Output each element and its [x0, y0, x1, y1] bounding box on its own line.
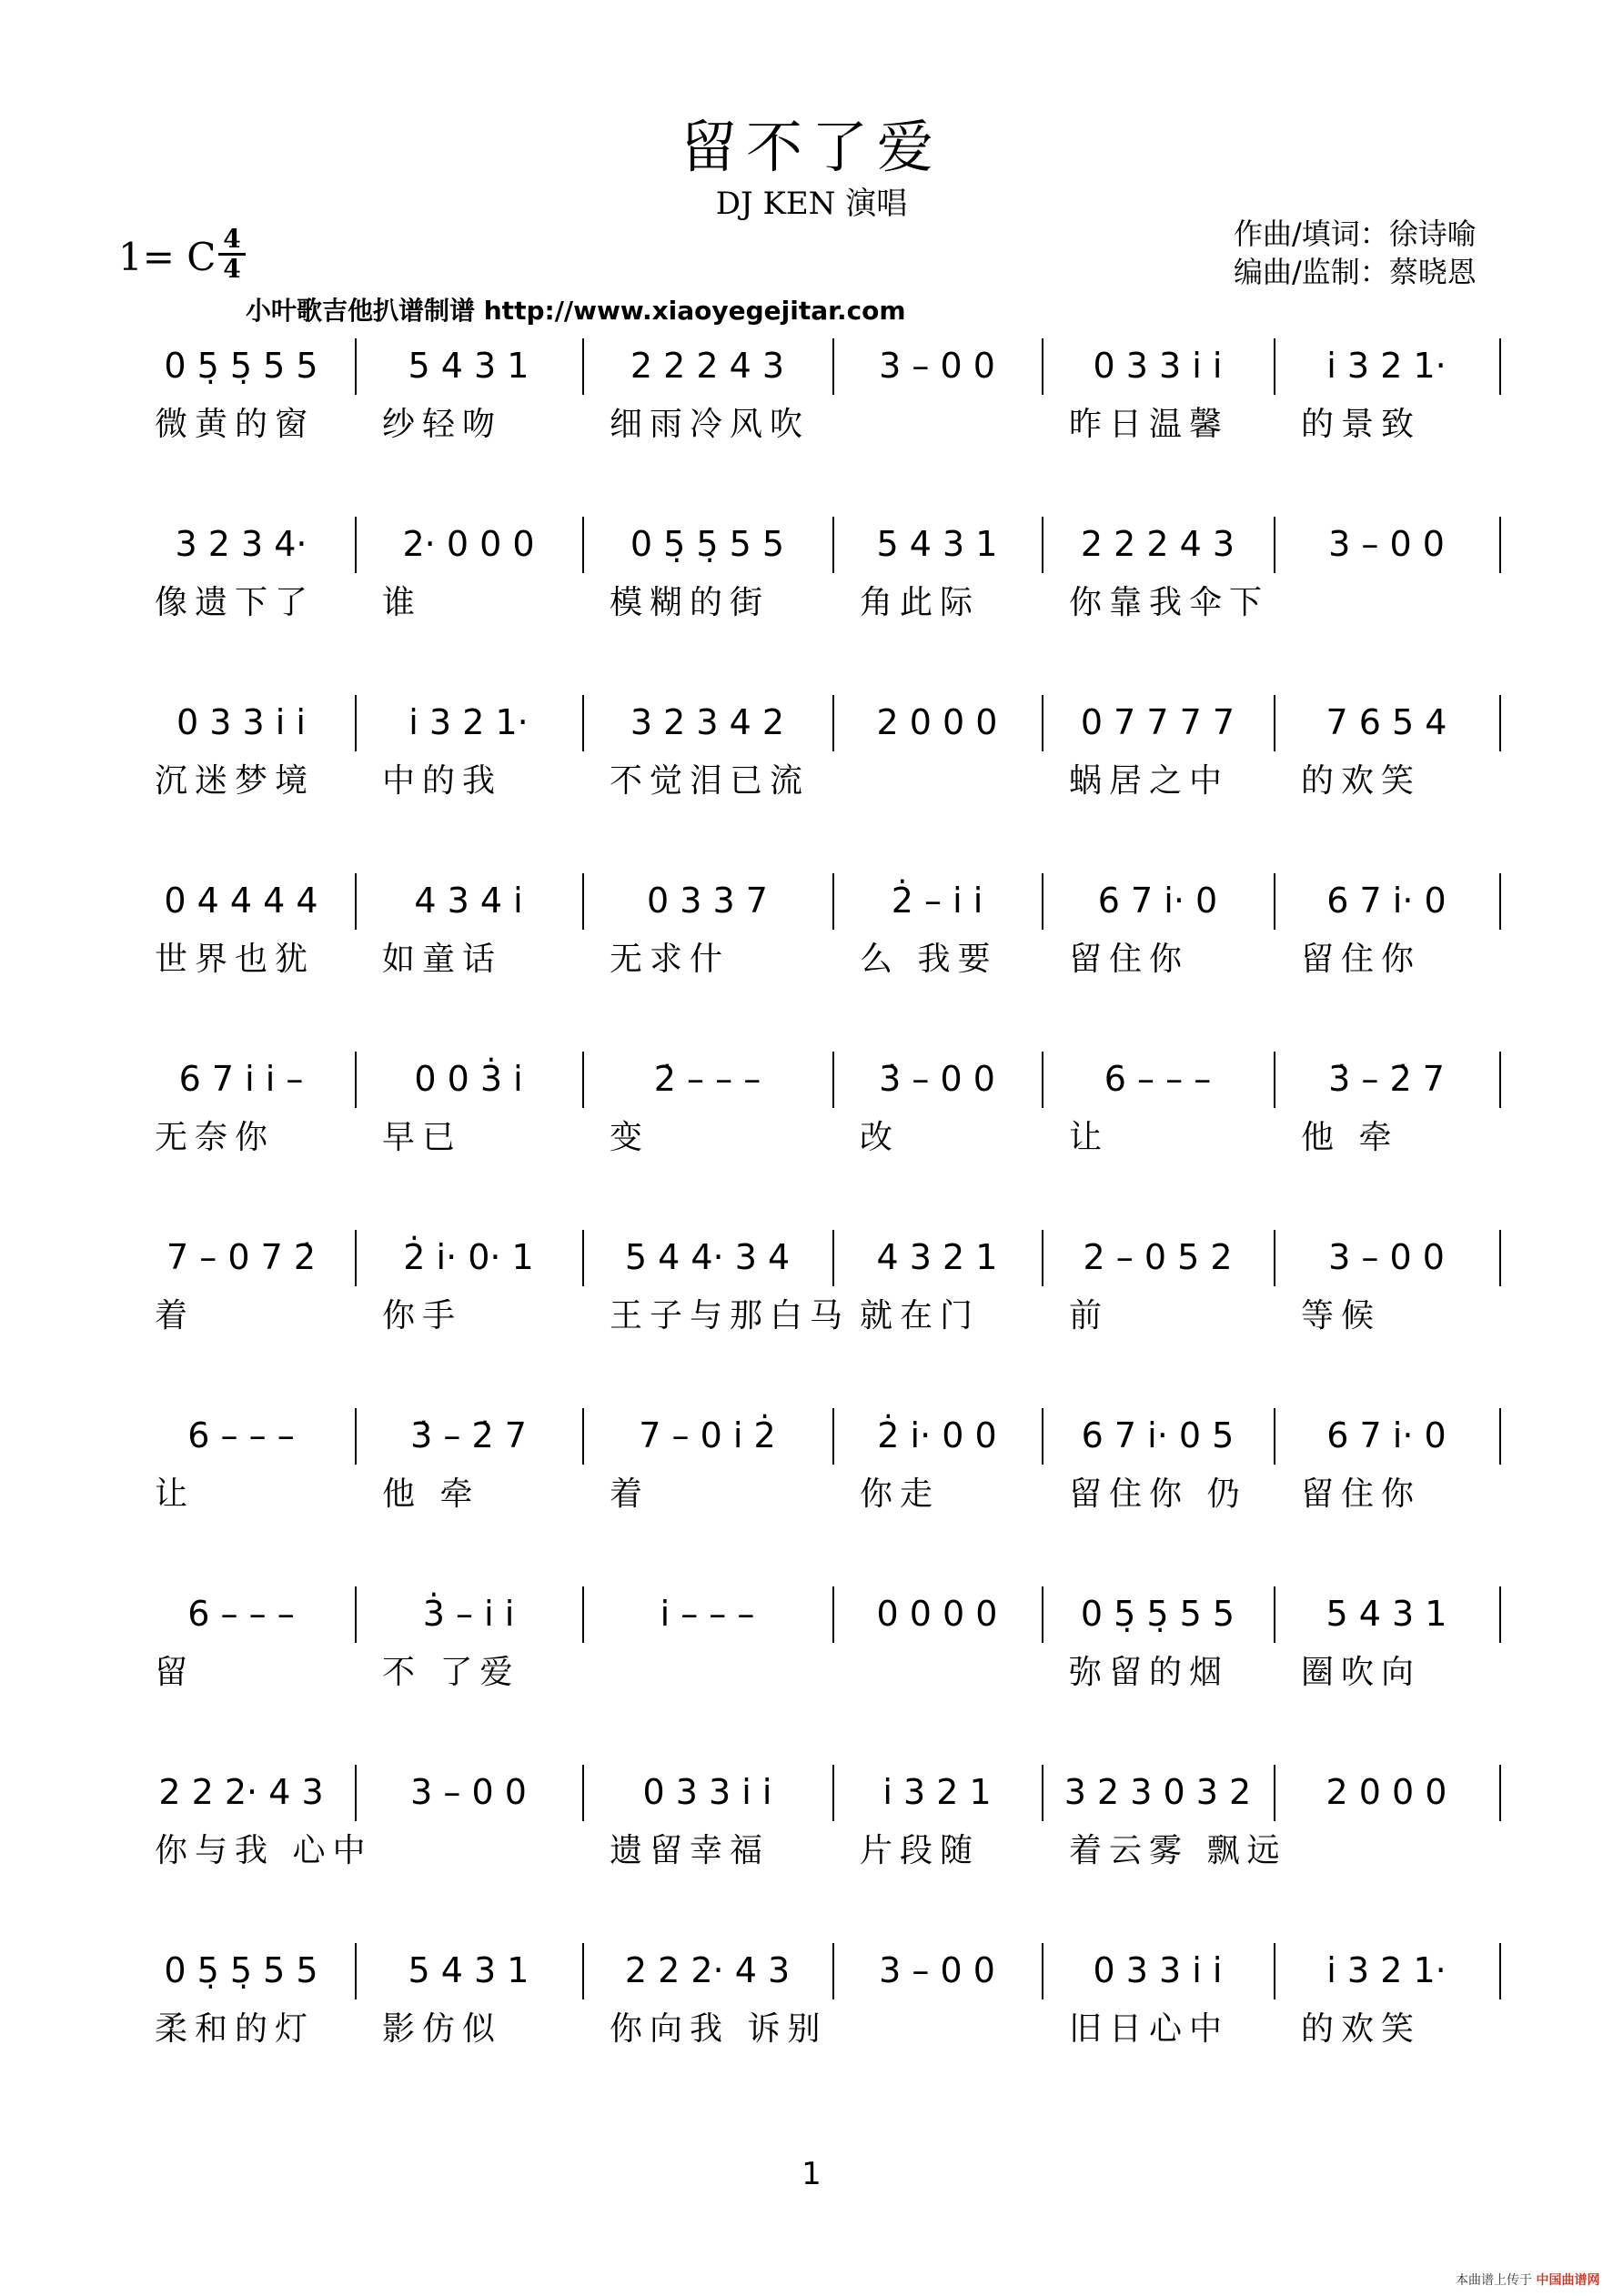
barline [582, 873, 584, 930]
barline [1274, 873, 1275, 930]
lyric: 弥留的烟 [1069, 1654, 1230, 1691]
barline [1274, 1586, 1275, 1643]
barline [1499, 1230, 1501, 1286]
barline [1499, 1052, 1501, 1108]
barline [832, 1408, 834, 1465]
barline [832, 517, 834, 573]
lyric: 让 [155, 1475, 196, 1513]
measure: 0 5̣ 5̣ 5 5 [1080, 1594, 1235, 1634]
score-system [127, 1408, 1501, 1545]
key-signature: 1= C [118, 235, 217, 279]
score-system [127, 517, 1501, 653]
barline [1274, 338, 1275, 395]
barline [355, 1408, 357, 1465]
measure: 4 3 4 i [414, 881, 523, 921]
measure: 2· 0 0 0 [402, 524, 535, 564]
performer: DJ KEN 演唱 [715, 186, 908, 222]
measure: 0 7 7 7 7 [1080, 702, 1235, 742]
lyric: 你手 [382, 1297, 463, 1334]
measure: 0 0 0 0 [876, 1594, 998, 1634]
measure: 0 0 3̇ i [414, 1059, 523, 1099]
lyric: 如童话 [382, 941, 503, 978]
lyric: 你向我 诉别 [610, 2010, 828, 2048]
measure: 3̇ – i i [422, 1594, 515, 1634]
lyric: 不觉泪已流 [610, 762, 811, 800]
barline [1042, 338, 1043, 395]
barline [1499, 1586, 1501, 1643]
barline [355, 517, 357, 573]
measure: 3 – 0 0 [879, 346, 995, 386]
lyric: 着 [610, 1475, 650, 1513]
barline [1499, 517, 1501, 573]
measure: 3 2 3 0 3 2 [1064, 1772, 1252, 1812]
measure: 2 2 2 4 3 [1080, 524, 1235, 564]
barline [582, 695, 584, 751]
measure: 3 – 0 0 [1328, 1237, 1445, 1277]
lyric: 世界也犹 [155, 941, 316, 978]
barline [832, 1765, 834, 1821]
lyric: 旧日心中 [1069, 2010, 1230, 2048]
score-system [127, 695, 1501, 831]
lyric: 细雨冷风吹 [610, 406, 811, 443]
measure: i – – – [660, 1594, 755, 1634]
barline [1274, 1230, 1275, 1286]
measure: 3̇ – 2̇ 7 [1328, 1059, 1445, 1099]
lyric: 着 [155, 1297, 196, 1334]
lyric: 像遗下了 [155, 584, 316, 621]
score-system [127, 1765, 1501, 1901]
barline [1042, 1052, 1043, 1108]
lyric: 微黄的窗 [155, 406, 316, 443]
lyric: 留住你 仍 [1069, 1475, 1247, 1513]
barline [1274, 1943, 1275, 1999]
barline [832, 1052, 834, 1108]
barline [832, 1943, 834, 1999]
measure: 0 3 3 i i [1093, 1950, 1223, 1990]
measure: 5 4 3 1 [408, 1950, 529, 1990]
lyric: 前 [1069, 1297, 1110, 1334]
barline [1499, 1943, 1501, 1999]
measure: 7 – 0 i 2̇ [639, 1415, 776, 1455]
score-system [127, 1230, 1501, 1366]
measure: 3 – 0 0 [410, 1772, 527, 1812]
barline [1042, 1230, 1043, 1286]
barline [355, 338, 357, 395]
lyric: 角此际 [860, 584, 981, 621]
measure: 6 7 i· 0 [1326, 1415, 1447, 1455]
watermark: 小叶歌吉他扒谱制谱 http://www.xiaoyegejitar.com [246, 296, 906, 326]
composer-lyricist: 作曲/填词：徐诗喻 [1234, 217, 1477, 251]
measure: 2 0 0 0 [876, 702, 998, 742]
page-number: 1 [801, 2156, 822, 2192]
measure: 0 4 4 4 4 [164, 881, 318, 921]
measure: 6 – – – [187, 1415, 295, 1455]
barline [582, 1052, 584, 1108]
barline [1042, 1765, 1043, 1821]
measure: 2̇ – i i [891, 881, 983, 921]
measure: 5 4 4· 3 4 [624, 1237, 791, 1277]
footer-site: 中国曲谱网 [1536, 2273, 1600, 2288]
lyric: 无求什 [610, 941, 731, 978]
time-signature [218, 226, 246, 283]
lyric: 沉迷梦境 [155, 762, 316, 800]
measure: i 3 2 1 [882, 1772, 992, 1812]
measure: 5 4 3 1 [408, 346, 529, 386]
lyric: 昨日温馨 [1069, 406, 1230, 443]
barline [1042, 1586, 1043, 1643]
lyric: 就在门 [860, 1297, 981, 1334]
measure: 3̇ – 0 0 [879, 1059, 995, 1099]
time-numerator: 4 [223, 224, 241, 254]
lyric: 你靠我伞下 [1069, 584, 1270, 621]
lyric: 改 [860, 1119, 901, 1156]
footer [1456, 2271, 1599, 2289]
score-system [127, 1052, 1501, 1188]
lyric: 蜗居之中 [1069, 762, 1230, 800]
lyric: 的景致 [1301, 406, 1422, 443]
barline [355, 1943, 357, 1999]
lyric: 变 [610, 1119, 650, 1156]
measure: i 3 2 1· [408, 702, 529, 742]
lyric: 着云雾 飘远 [1069, 1832, 1287, 1869]
barline [355, 1230, 357, 1286]
lyric: 留住你 [1301, 941, 1422, 978]
credits [1234, 215, 1477, 291]
barline [582, 517, 584, 573]
lyric: 的欢笑 [1301, 762, 1422, 800]
measure: 2̇ i· 0 0 [877, 1415, 997, 1455]
barline [1499, 1408, 1501, 1465]
measure: 6 7 i· 0 [1326, 881, 1447, 921]
barline [582, 1586, 584, 1643]
barline [1042, 1943, 1043, 1999]
score-system [127, 1943, 1501, 2079]
score-system [127, 873, 1501, 1010]
measure: 3 – 0 0 [879, 1950, 995, 1990]
barline [832, 873, 834, 930]
barline [582, 338, 584, 395]
lyric: 纱轻吻 [382, 406, 503, 443]
barline [582, 1230, 584, 1286]
measure: 3̇ – 2̇ 7 [410, 1415, 527, 1455]
lyric: 留住你 [1301, 1475, 1422, 1513]
lyric: 等候 [1301, 1297, 1382, 1334]
time-denominator: 4 [218, 253, 246, 283]
measure: 6 – – – [1104, 1059, 1212, 1099]
barline [1274, 1052, 1275, 1108]
barline [1274, 517, 1275, 573]
barline [1274, 695, 1275, 751]
measure: 2 0 0 0 [1326, 1772, 1447, 1812]
song-title: 留不了爱 [680, 114, 943, 180]
lyric: 柔和的灯 [155, 2010, 316, 2048]
measure: 0 5̣ 5̣ 5 5 [630, 524, 785, 564]
lyric: 片段随 [860, 1832, 981, 1869]
barline [1274, 1765, 1275, 1821]
lyric: 早已 [382, 1119, 463, 1156]
barline [582, 1408, 584, 1465]
lyric: 影仿似 [382, 2010, 503, 2048]
measure: 3 2 3 4· [175, 524, 307, 564]
measure: 5 4 3 1 [876, 524, 998, 564]
measure: 0 3 3 7 [647, 881, 768, 921]
measure: 7 – 0 7 2̇ [166, 1237, 317, 1277]
barline [355, 1052, 357, 1108]
barline [1499, 873, 1501, 930]
barline [1042, 1408, 1043, 1465]
lyric: 他 牵 [382, 1475, 480, 1513]
lyric: 你与我 心中 [155, 1832, 373, 1869]
barline [1499, 695, 1501, 751]
lyric: 让 [1069, 1119, 1110, 1156]
barline [1499, 1765, 1501, 1821]
measure: 3 – 0 0 [1328, 524, 1445, 564]
lyric: 留 [155, 1654, 196, 1691]
barline [832, 695, 834, 751]
footer-uploader: 本曲谱上传于 [1456, 2273, 1532, 2288]
lyric: 无奈你 [155, 1119, 276, 1156]
score-system [127, 1586, 1501, 1723]
barline [355, 873, 357, 930]
barline [355, 695, 357, 751]
measure: 2 – 0 5 2 [1083, 1237, 1233, 1277]
measure: 0 5̣ 5̣ 5 5 [164, 1950, 318, 1990]
measure: 2̇ – – – [653, 1059, 761, 1099]
barline [355, 1765, 357, 1821]
measure: 2 2 2· 4 3 [624, 1950, 791, 1990]
measure: 0 5̣ 5̣ 5 5 [164, 346, 318, 386]
lyric: 王子与那白马 [610, 1297, 851, 1334]
lyric: 模糊的街 [610, 584, 771, 621]
lyric: 你走 [860, 1475, 941, 1513]
lyric: 不 了爱 [382, 1654, 520, 1691]
measure: 2 2 2· 4 3 [158, 1772, 324, 1812]
lyric: 的欢笑 [1301, 2010, 1422, 2048]
measure: 7 6 5 4 [1326, 702, 1447, 742]
measure: i 3 2 1· [1326, 346, 1447, 386]
lyric: 遗留幸福 [610, 1832, 771, 1869]
lyric: 留住你 [1069, 941, 1190, 978]
score-system [127, 338, 1501, 475]
measure: 6 7 i i – [178, 1059, 304, 1099]
barline [1499, 338, 1501, 395]
lyric: 谁 [382, 584, 423, 621]
measure: 0 3 3 i i [176, 702, 306, 742]
measure: 0 3 3 i i [1093, 346, 1223, 386]
measure: 6 7 i· 0 [1097, 881, 1218, 921]
barline [1042, 695, 1043, 751]
measure: 6 7 i· 0 5 [1081, 1415, 1235, 1455]
barline [832, 1230, 834, 1286]
barline [832, 338, 834, 395]
lyric: 中的我 [382, 762, 503, 800]
measure: 2̇ i· 0· 1 [403, 1237, 534, 1277]
barline [1042, 517, 1043, 573]
measure: i 3 2 1· [1326, 1950, 1447, 1990]
lyric: 他 牵 [1301, 1119, 1399, 1156]
barline [832, 1586, 834, 1643]
lyric: 么 我要 [860, 941, 998, 978]
measure: 3 2 3 4 2 [630, 702, 785, 742]
barline [582, 1943, 584, 1999]
arranger-producer: 编曲/监制：蔡晓恩 [1234, 255, 1477, 289]
barline [582, 1765, 584, 1821]
measure: 5 4 3 1 [1326, 1594, 1447, 1634]
measure: 2 2 2 4 3 [630, 346, 785, 386]
barline [355, 1586, 357, 1643]
barline [1042, 873, 1043, 930]
measure: 4 3 2 1 [876, 1237, 998, 1277]
measure: 0 3 3 i i [642, 1772, 772, 1812]
barline [1274, 1408, 1275, 1465]
lyric: 圈吹向 [1301, 1654, 1422, 1691]
measure: 6 – – – [187, 1594, 295, 1634]
